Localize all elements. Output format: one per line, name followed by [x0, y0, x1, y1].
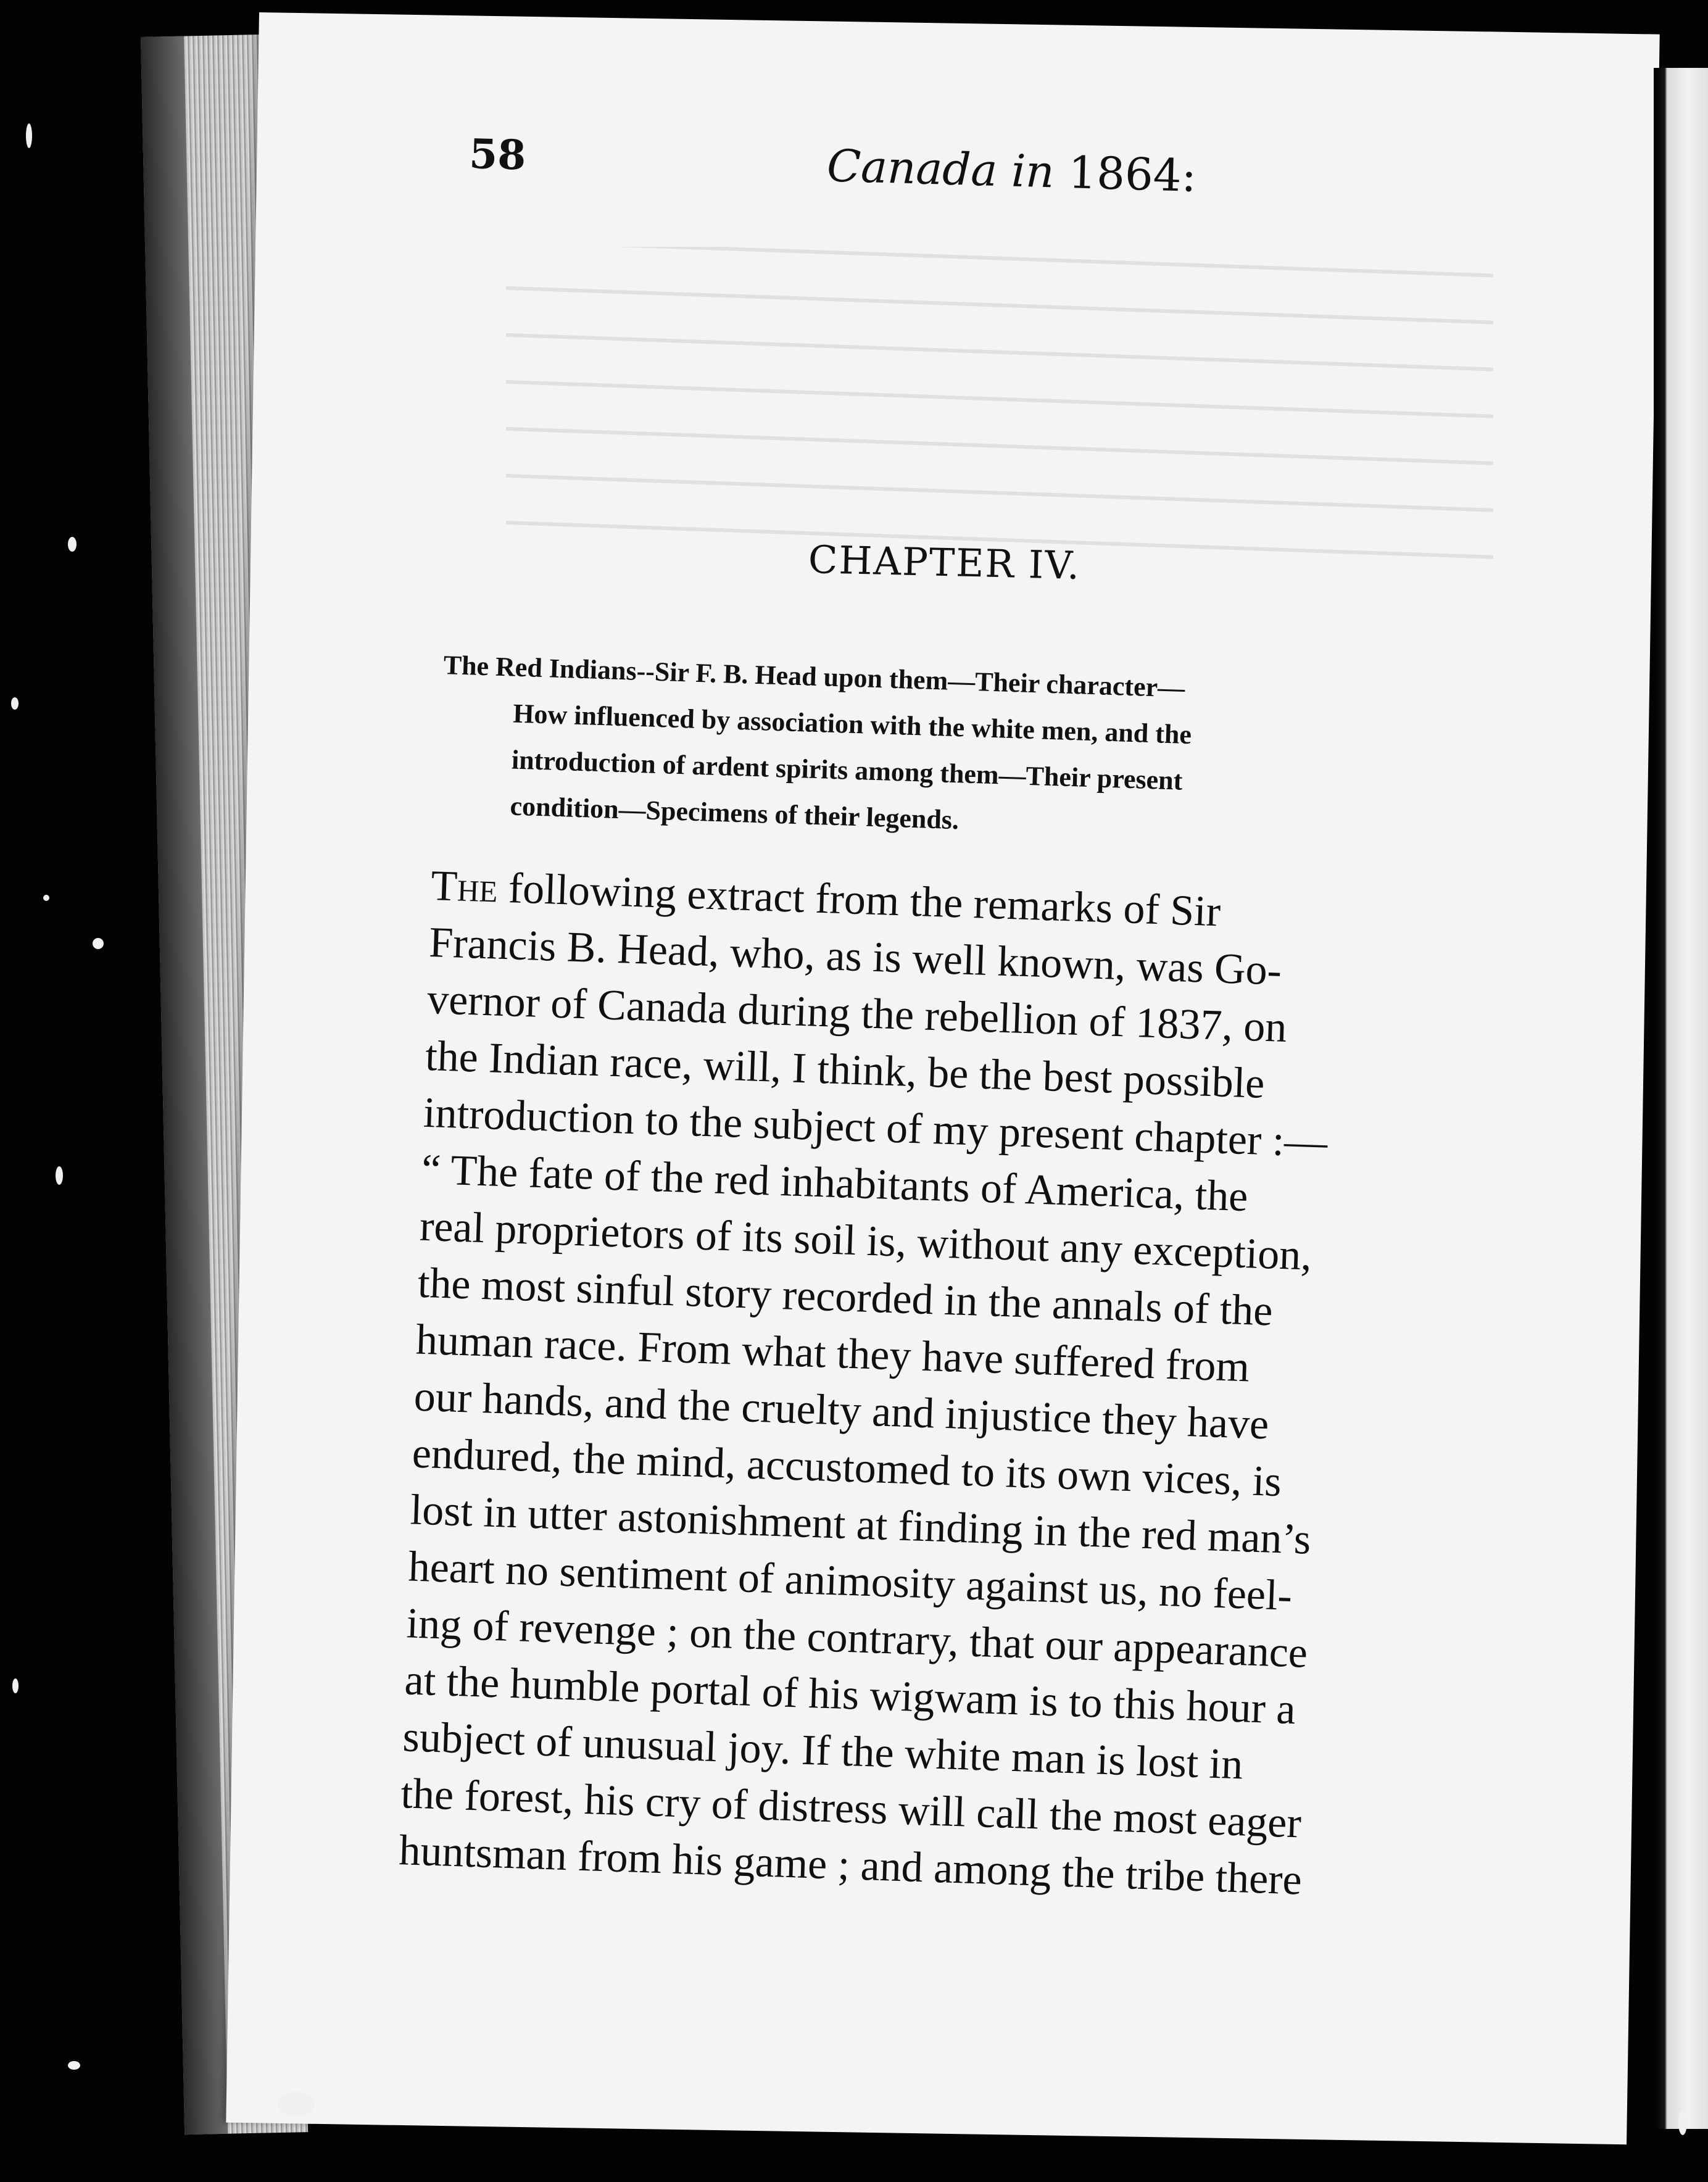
body-line: the Indian race, will, I think, be the best possible: [425, 1032, 1266, 1108]
scan-speck: [11, 697, 19, 710]
body-line: at the humble portal of his wigwam is to this hour a: [404, 1656, 1296, 1734]
scan-speck: [12, 1678, 19, 1693]
body-line: human race. From what they have suffered from: [415, 1316, 1251, 1392]
running-title: [826, 139, 1197, 202]
body-line: the most sinful story recorded in the annals of the: [417, 1259, 1274, 1335]
body-line: heart no sentiment of animosity against us, no feel-: [407, 1543, 1293, 1620]
running-title-suffix: :: [1180, 149, 1198, 202]
body-line: subject of unusual joy. If the white man is lost in: [402, 1713, 1244, 1789]
page-number: 58: [468, 130, 527, 180]
body-line: huntsman from his game ; and among the tribe there: [398, 1827, 1303, 1904]
body-line: our hands, and the cruelty and injustice they have: [413, 1372, 1270, 1449]
body-line: “ The fate of the red inhabitants of America, the: [420, 1145, 1249, 1221]
body-line: real proprietors of its soil is, without any exception,: [418, 1202, 1313, 1280]
body-text: [398, 858, 1474, 1914]
body-line: lost in utter astonishment at finding in the red man’s: [409, 1486, 1312, 1564]
scan-speck: [56, 1166, 63, 1185]
body-line: the forest, his cry of distress will call the most eager: [400, 1770, 1303, 1848]
scan-speck: [43, 895, 49, 901]
scan-speck: [68, 2061, 80, 2070]
scan-speck: [68, 537, 77, 552]
scan-speck: [26, 123, 32, 148]
synopsis-line: condition—Specimens of their legends.: [509, 790, 960, 836]
body-line: ing of revenge ; on the contrary, that our appearance: [405, 1599, 1309, 1677]
opening-word: The: [430, 861, 499, 912]
running-title-prefix: Canada in: [826, 139, 1055, 198]
body-line: introduction to the subject of my present chapter :—: [423, 1089, 1329, 1167]
chapter-heading: CHAPTER IV.: [808, 537, 1081, 588]
chapter-synopsis: [439, 642, 1487, 860]
body-line: Francis B. Head, who, as is well known, was Go-: [428, 918, 1283, 995]
show-through-text: [506, 247, 1493, 568]
facing-page-edge: [1654, 68, 1708, 2129]
synopsis-line: How influenced by association with the white men, and the: [512, 698, 1192, 750]
synopsis-line: The Red Indians--Sir F. B. Head upon them—Their character—: [443, 649, 1185, 703]
body-line: endured, the mind, accustomed to its own vices, is: [411, 1429, 1282, 1506]
synopsis-line: introduction of ardent spirits among them—Their present: [511, 744, 1184, 796]
scan-speck: [93, 938, 104, 949]
scan-speck: [1678, 2110, 1687, 2135]
opening-line-rest: following extract from the remarks of Sir: [497, 864, 1222, 936]
scan-speck: [278, 2092, 315, 2117]
running-title-year: 1864: [1068, 146, 1182, 202]
body-line: vernor of Canada during the rebellion of 1837, on: [426, 975, 1288, 1052]
